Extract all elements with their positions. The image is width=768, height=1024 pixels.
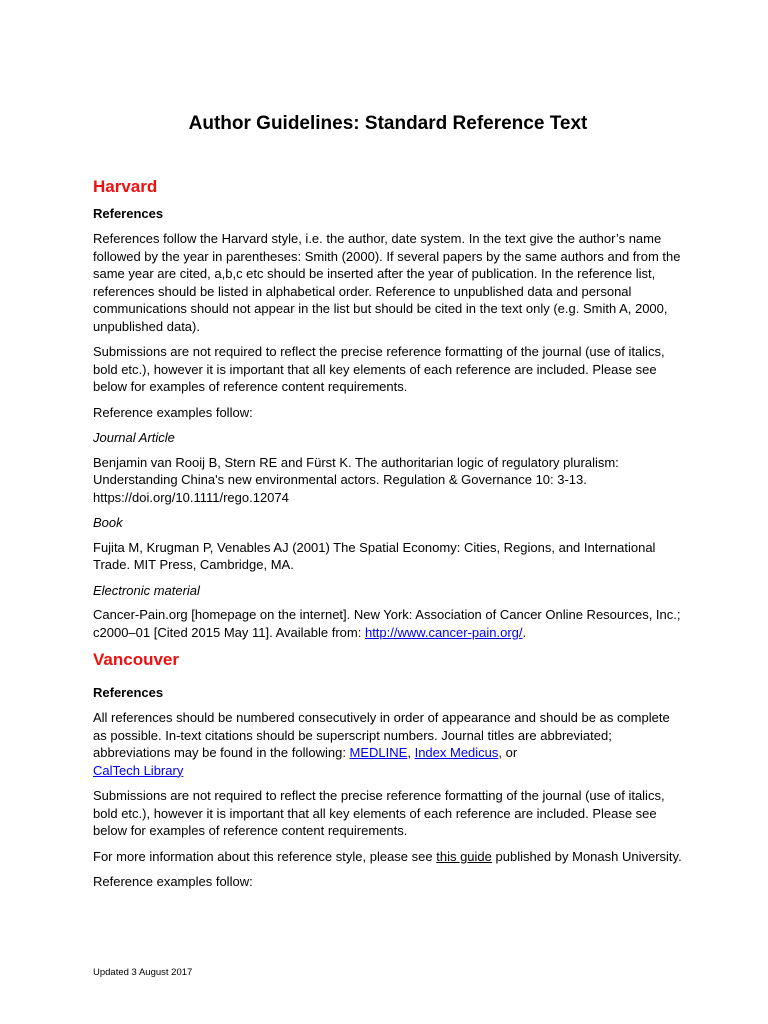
vancouver-references-subheading: References (93, 685, 164, 700)
page-footer: Updated 3 August 2017 (93, 967, 193, 978)
book-label: Book (93, 515, 123, 530)
vancouver-section (93, 649, 683, 891)
electronic-reference-end: . (522, 624, 527, 640)
vancouver-paragraph-3-after: published by Monash University. (491, 848, 682, 864)
vancouver-paragraph-2: Submissions are not required to reflect the precise reference formatting of the journal (use of italics, bold etc.), however it is important that all key elements of each reference are included. Please see below for examples of reference content requirements. (93, 788, 665, 838)
electronic-reference-text: Cancer-Pain.org [homepage on the internet]. New York: Association of Cancer Online Resources, Inc.; c2000–01 [Cited 2015 May 11]. Available from: (93, 607, 681, 640)
harvard-paragraph-2: Submissions are not required to reflect the precise reference formatting of the journal (use of italics, bold etc.), however it is important that all key elements of each reference are included. Please see below for examples of reference content requirements. (93, 344, 665, 394)
document-title: Author Guidelines: Standard Reference Text (188, 113, 588, 134)
vancouver-paragraph-3 (93, 848, 683, 866)
cancer-pain-link[interactable]: http://www.cancer-pain.org/ (364, 624, 523, 640)
harvard-examples-intro: Reference examples follow: (93, 404, 253, 420)
electronic-material-label: Electronic material (93, 582, 200, 598)
journal-article-doi: https://doi.org/10.1111/rego.12074 (93, 489, 289, 505)
book-reference: Fujita M, Krugman P, Venables AJ (2001) The Spatial Economy: Cities, Regions, and International Trade. MIT Press, Cambridge, MA. (93, 539, 656, 572)
vancouver-heading: Vancouver (93, 650, 179, 669)
vancouver-paragraph-1-text: All references should be numbered consecutively in order of appearance and should be as complete as possible. In-text citations should be superscript numbers. Journal titles are abbreviated; abbreviations may be found in the following: (93, 710, 670, 760)
journal-article-reference (93, 454, 683, 507)
this-guide-link[interactable]: this guide (436, 848, 492, 864)
harvard-section (93, 176, 683, 641)
caltech-library-link[interactable]: CalTech Library (93, 762, 184, 778)
document-content (93, 112, 683, 899)
vancouver-separator-1: , (407, 745, 415, 760)
harvard-heading: Harvard (93, 177, 158, 196)
harvard-references-subheading: References (93, 206, 164, 221)
electronic-material-reference (93, 606, 683, 641)
journal-article-label: Journal Article (93, 430, 175, 445)
vancouver-paragraph-3-before: For more information about this reference style, please see (93, 848, 437, 864)
vancouver-examples-intro: Reference examples follow: (93, 874, 253, 889)
index-medicus-link[interactable]: Index Medicus (414, 745, 499, 760)
vancouver-paragraph-1 (93, 709, 683, 779)
medline-link[interactable]: MEDLINE (349, 745, 408, 760)
journal-article-citation: Benjamin van Rooij B, Stern RE and Fürst K. The authoritarian logic of regulatory pluralism: Understanding China's new environmental actors. Regulation & Governance 10: 3-13. (93, 454, 619, 487)
harvard-paragraph-1: References follow the Harvard style, i.e. the author, date system. In the text give the author’s name followed by the year in parentheses: Smith (2000). If several papers by the same authors and from the same year are cited, a,b,c etc should be inserted after the year of publication. In the reference list, references should be listed in alphabetical order. Reference to unpublished data and personal communications should not appear in the list but should be cited in the text only (e.g. Smith A, 2000, unpublished data). (93, 231, 681, 334)
vancouver-separator-2: , or (498, 745, 518, 760)
